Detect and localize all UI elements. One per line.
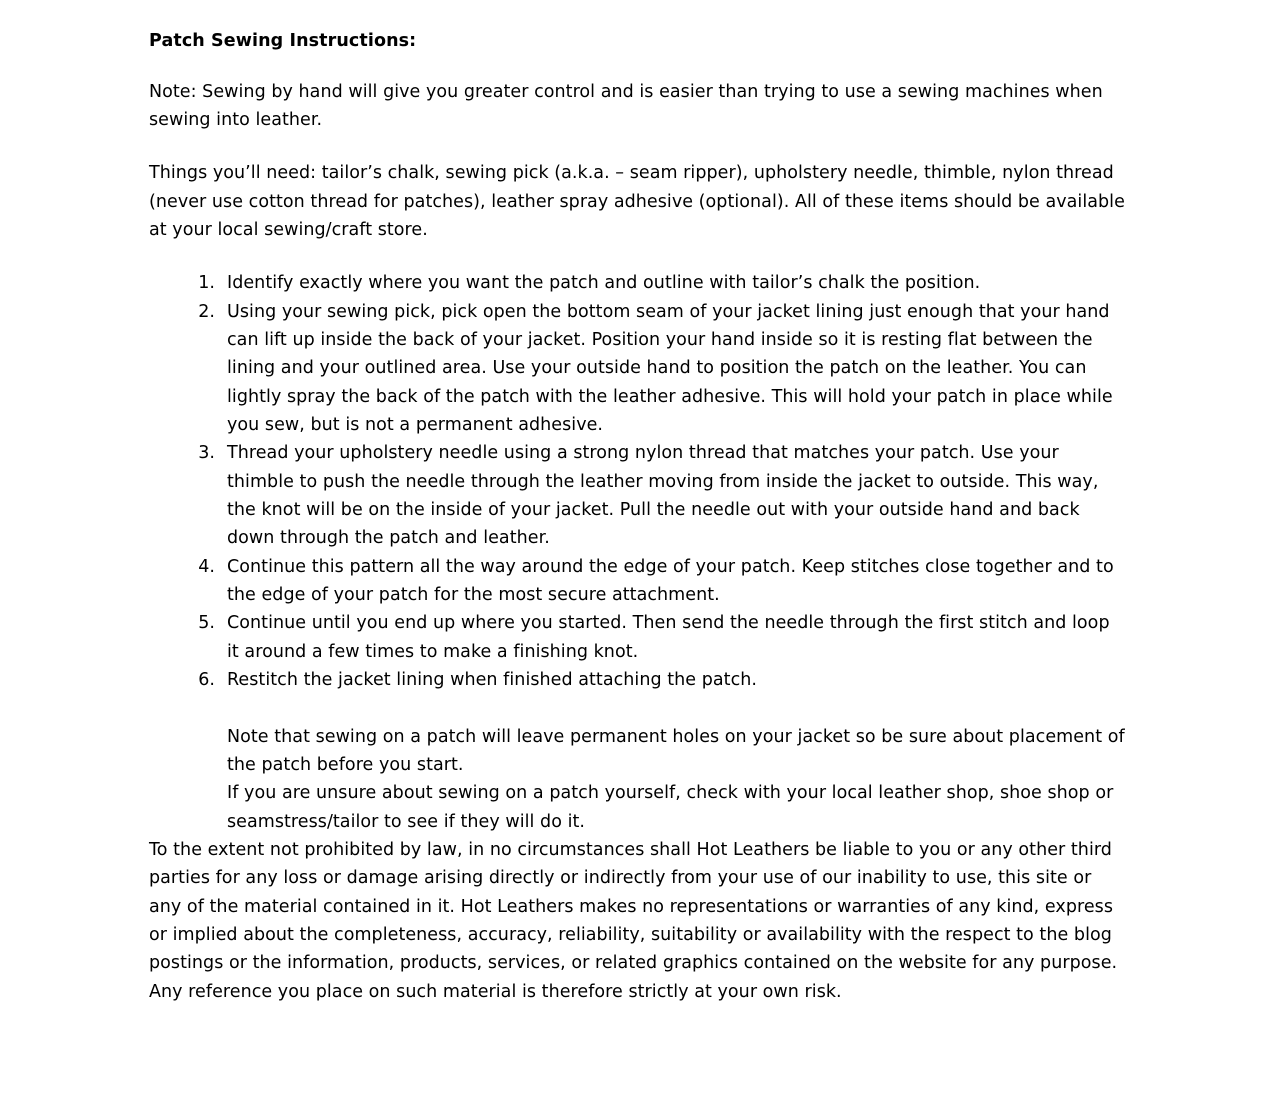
- list-item: Using your sewing pick, pick open the bottom seam of your jacket lining just enough that your hand can lift up inside the back of your jacket. Position your hand inside so it is resting flat between the lining and your outlined area. Use your outside hand to position the patch on the leather. You can lightly spray the back of the patch with the leather adhesive. This will hold your patch in place while you sew, but is not a permanent adhesive.: [227, 301, 1113, 436]
- legal-disclaimer: To the extent not prohibited by law, in no circumstances shall Hot Leathers be liable to you or any other third parties for any loss or damage arising directly or indirectly from your use of our inability to use, this site or any of the material contained in it. Hot Leathers makes no representations or warranties of any kind, express or implied about the completeness, accuracy, reliability, suitability or availability with the respect to the blog postings or the information, products, services, or related graphics contained on the website for any purpose. Any reference you place on such material is therefore strictly at your own risk.: [149, 839, 1118, 1002]
- closing-note-placement: Note that sewing on a patch will leave permanent holes on your jacket so be sure about placement of the patch before you start.: [227, 726, 1125, 775]
- closing-note-professional-help: If you are unsure about sewing on a patch yourself, check with your local leather shop, shoe shop or seamstress/tailor to see if they will do it.: [227, 783, 1114, 832]
- note-paragraph: Note: Sewing by hand will give you greater control and is easier than trying to use a sewing machines when sewing into leather.: [149, 81, 1103, 130]
- materials-paragraph: Things you’ll need: tailor’s chalk, sewing pick (a.k.a. – seam ripper), upholstery needle, thimble, nylon thread (never use cotton thread for patches), leather spray adhesive (optional). All of these items should be available at your local sewing/craft store.: [149, 163, 1125, 240]
- closing-notes: [227, 723, 1125, 836]
- list-item: Continue this pattern all the way around the edge of your patch. Keep stitches close together and to the edge of your patch for the most secure attachment.: [227, 556, 1114, 606]
- list-item: Restitch the jacket lining when finished attaching the patch.: [227, 670, 758, 691]
- page-title: Patch Sewing Instructions:: [149, 31, 417, 51]
- list-item: Identify exactly where you want the patch and outline with tailor’s chalk the position.: [227, 273, 981, 294]
- list-item: Continue until you end up where you started. Then send the needle through the first stitch and loop it around a few times to make a finishing knot.: [227, 613, 1110, 662]
- instruction-steps-list: [149, 269, 1125, 694]
- list-item: Thread your upholstery needle using a strong nylon thread that matches your patch. Use your thimble to push the needle through the leather moving from inside the jacket to outside. This way, the knot will be on the inside of your jacket. Pull the needle out with your outside hand and back down through the patch and leather.: [227, 443, 1099, 549]
